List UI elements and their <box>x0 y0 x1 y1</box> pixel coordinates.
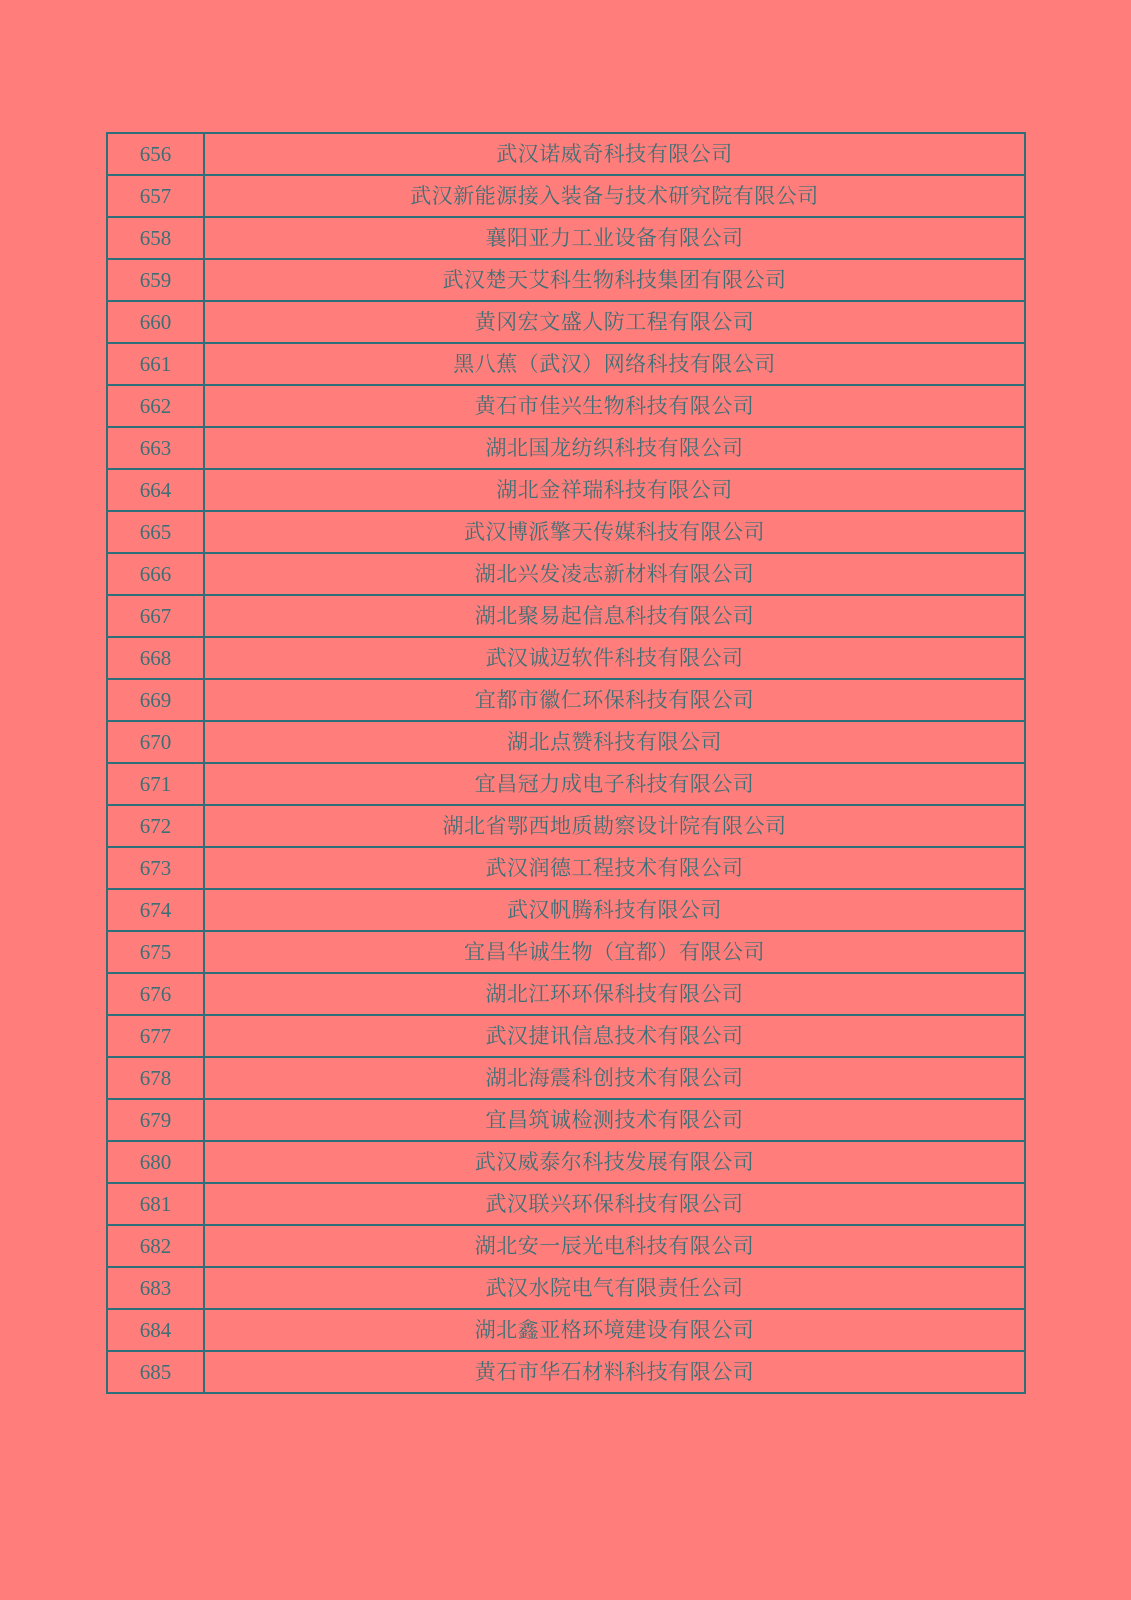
table-row <box>107 1309 1025 1351</box>
table-row <box>107 595 1025 637</box>
row-number: 662 <box>107 385 204 427</box>
row-number: 664 <box>107 469 204 511</box>
company-name: 黄冈宏文盛人防工程有限公司 <box>204 301 1025 343</box>
row-number: 661 <box>107 343 204 385</box>
company-name: 宜昌华诚生物（宜都）有限公司 <box>204 931 1025 973</box>
row-number: 670 <box>107 721 204 763</box>
table-row <box>107 1057 1025 1099</box>
row-number: 667 <box>107 595 204 637</box>
company-name: 武汉润德工程技术有限公司 <box>204 847 1025 889</box>
company-name: 武汉诚迈软件科技有限公司 <box>204 637 1025 679</box>
table-row <box>107 1351 1025 1393</box>
company-name: 宜昌筑诚检测技术有限公司 <box>204 1099 1025 1141</box>
table-row <box>107 553 1025 595</box>
row-number: 673 <box>107 847 204 889</box>
table-row <box>107 469 1025 511</box>
row-number: 677 <box>107 1015 204 1057</box>
company-name: 武汉诺威奇科技有限公司 <box>204 133 1025 175</box>
row-number: 678 <box>107 1057 204 1099</box>
company-name: 湖北省鄂西地质勘察设计院有限公司 <box>204 805 1025 847</box>
company-name: 湖北海震科创技术有限公司 <box>204 1057 1025 1099</box>
row-number: 669 <box>107 679 204 721</box>
table-row <box>107 1099 1025 1141</box>
company-name: 武汉帆腾科技有限公司 <box>204 889 1025 931</box>
table-row <box>107 679 1025 721</box>
table-row <box>107 805 1025 847</box>
table-row <box>107 763 1025 805</box>
table-row <box>107 217 1025 259</box>
table-row <box>107 1141 1025 1183</box>
table-body <box>107 133 1025 1393</box>
company-name: 武汉新能源接入装备与技术研究院有限公司 <box>204 175 1025 217</box>
row-number: 668 <box>107 637 204 679</box>
table-row <box>107 637 1025 679</box>
row-number: 680 <box>107 1141 204 1183</box>
table-row <box>107 1267 1025 1309</box>
company-name: 武汉联兴环保科技有限公司 <box>204 1183 1025 1225</box>
company-name: 宜都市徽仁环保科技有限公司 <box>204 679 1025 721</box>
table-row <box>107 343 1025 385</box>
table-row <box>107 427 1025 469</box>
company-name: 湖北江环环保科技有限公司 <box>204 973 1025 1015</box>
company-name: 湖北鑫亚格环境建设有限公司 <box>204 1309 1025 1351</box>
table-row <box>107 385 1025 427</box>
row-number: 659 <box>107 259 204 301</box>
company-name: 武汉博派擎天传媒科技有限公司 <box>204 511 1025 553</box>
table-row <box>107 1225 1025 1267</box>
company-name: 襄阳亚力工业设备有限公司 <box>204 217 1025 259</box>
company-name: 湖北安一辰光电科技有限公司 <box>204 1225 1025 1267</box>
table-row <box>107 973 1025 1015</box>
company-name: 湖北点赞科技有限公司 <box>204 721 1025 763</box>
company-name: 武汉楚天艾科生物科技集团有限公司 <box>204 259 1025 301</box>
table-row <box>107 1183 1025 1225</box>
table-row <box>107 175 1025 217</box>
company-name: 湖北金祥瑞科技有限公司 <box>204 469 1025 511</box>
row-number: 671 <box>107 763 204 805</box>
company-name: 武汉捷讯信息技术有限公司 <box>204 1015 1025 1057</box>
row-number: 663 <box>107 427 204 469</box>
row-number: 674 <box>107 889 204 931</box>
table-row <box>107 889 1025 931</box>
row-number: 683 <box>107 1267 204 1309</box>
table-row <box>107 133 1025 175</box>
row-number: 672 <box>107 805 204 847</box>
company-name: 湖北国龙纺织科技有限公司 <box>204 427 1025 469</box>
company-list-table <box>106 132 1026 1394</box>
table-row <box>107 847 1025 889</box>
row-number: 679 <box>107 1099 204 1141</box>
table-row <box>107 1015 1025 1057</box>
row-number: 656 <box>107 133 204 175</box>
row-number: 685 <box>107 1351 204 1393</box>
company-name: 黄石市佳兴生物科技有限公司 <box>204 385 1025 427</box>
company-name: 武汉水院电气有限责任公司 <box>204 1267 1025 1309</box>
company-name: 黄石市华石材料科技有限公司 <box>204 1351 1025 1393</box>
row-number: 681 <box>107 1183 204 1225</box>
table-row <box>107 931 1025 973</box>
company-name: 黑八蕉（武汉）网络科技有限公司 <box>204 343 1025 385</box>
row-number: 676 <box>107 973 204 1015</box>
row-number: 675 <box>107 931 204 973</box>
company-name: 湖北兴发凌志新材料有限公司 <box>204 553 1025 595</box>
row-number: 660 <box>107 301 204 343</box>
row-number: 658 <box>107 217 204 259</box>
table-row <box>107 259 1025 301</box>
row-number: 666 <box>107 553 204 595</box>
company-name: 武汉威泰尔科技发展有限公司 <box>204 1141 1025 1183</box>
table-row <box>107 721 1025 763</box>
row-number: 682 <box>107 1225 204 1267</box>
row-number: 665 <box>107 511 204 553</box>
company-name: 宜昌冠力成电子科技有限公司 <box>204 763 1025 805</box>
row-number: 684 <box>107 1309 204 1351</box>
table-row <box>107 511 1025 553</box>
table-row <box>107 301 1025 343</box>
company-name: 湖北聚易起信息科技有限公司 <box>204 595 1025 637</box>
row-number: 657 <box>107 175 204 217</box>
